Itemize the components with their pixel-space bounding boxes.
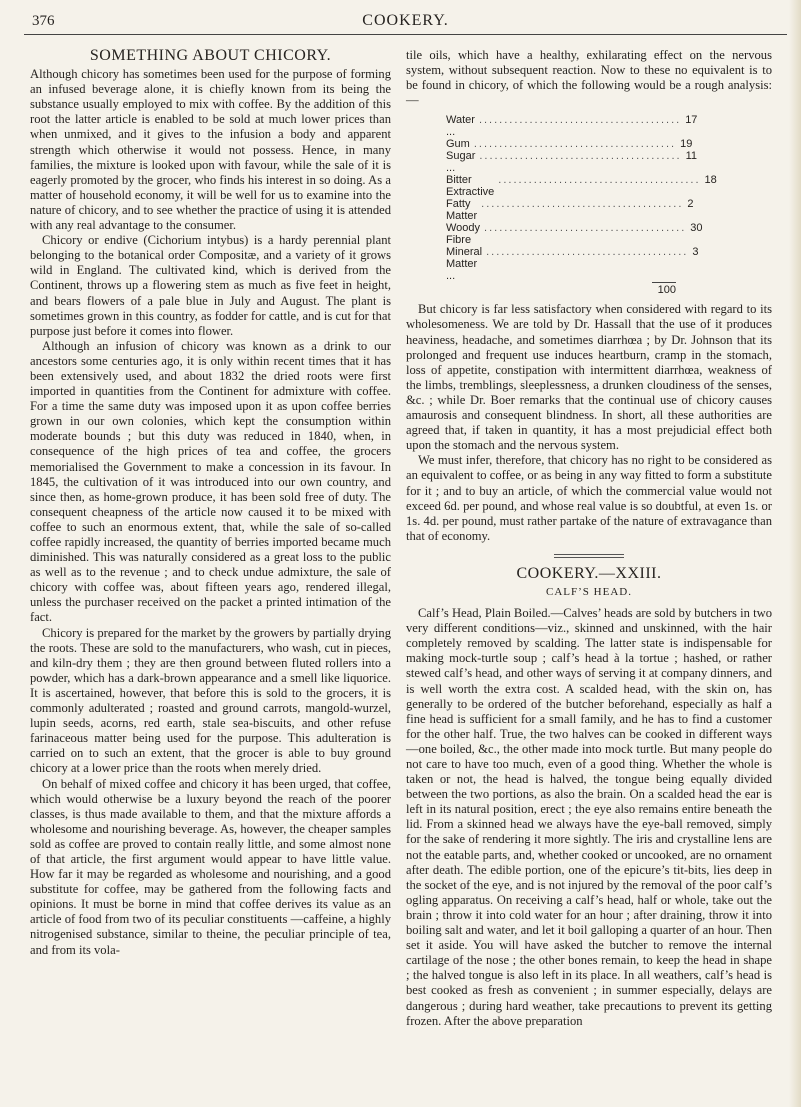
analysis-value: 18	[704, 174, 717, 187]
paragraph: Chicory or endive (Cichorium intybus) is a hardy perennial plant belonging to the botanical order Compositæ, and a variety of it grows wild in England. The cultivated kind, which is derived from the Continent, throws up a flowering stem as much as five feet in height, and bears flowers of a pale blue in July and August. The plant is sometimes grown in this country, as fodder for cattle, and is cut for that purpose just before it comes into flower.	[30, 233, 391, 338]
chicory-analysis-table	[446, 114, 717, 297]
analysis-row: Gum ........................................ 19	[446, 138, 693, 151]
paragraph: Chicory is prepared for the market by the growers by partially drying the roots. These are sold to the manufacturers, who wash, cut in pieces, and kiln-dry them ; they are then ground between fluted rollers into a powder, which has a dark-brown appearance and a smell like liquorice. It is ascertained, however, that before this is sold to the grocers, it is commonly adulterated ; roasted and ground carrots, mangold-wurzel, lupin seeds, acorns, red earth, stale sea-biscuits, and other refuse farinaceous matter being used for the purpose. This adulteration is carried on to such an extent, that the grocer is able to buy ground chicory at a lower price than the roots when merely dried.	[30, 625, 391, 776]
analysis-value: 19	[680, 138, 693, 151]
paragraph: Although chicory has sometimes been used for the purpose of forming an infused beverage alone, it is chiefly known from its being the substance usually employed to mix with coffee. By the addition of this root the latter article is enabled to be sold at much lower prices than when unmixed, and it gives to the infusion a body and apparent strength which otherwise it would not possess. Hence, in many families, the mixture is looked upon with favour, while the sale of it is eagerly promoted by the grocer, who finds his interest in so doing. As a matter of household economy, it will be well for us to examine into the nature of chicory, and to see whether the practice of using it is attended with any real advantage to the consumer.	[30, 67, 391, 233]
analysis-name: Bitter Extractive	[446, 174, 495, 199]
analysis-row: Woody Fibre ........................................ 30	[446, 222, 703, 247]
recipe-paragraph: Calf’s Head, Plain Boiled.—Calves’ heads are sold by butchers in two very different conditions—viz., skinned and unskinned, with the hair completely removed by scalding. The latter state is indispensable for making mock-turtle soup ; calf’s head à la tortue ; hashed, or rather stewed calf’s head, and other ways of serving it at company dinners, and is well worth the extra cost. A scalded head, with the skin on, has generally to be ordered of the butcher beforehand, especially as half a fine head is sufficient for a small family, and he has to find a customer for the other half. True, the two halves can be cooked in different ways—one boiled, &c., the other made into mock turtle. But many people do not care to have too much, even of a good thing. Whether the whole is taken or not, the head is halved, the tongue being equally divided between the two portions, as also the brain. On a scalded head the ear is left in its natural position, erect ; the eye also remains entire beneath the lid. From a skinned head we always have the eye-ball removed, simply for the sake of rendering it more sightly. The iris and crystalline lens are not the eatable parts, and, whether cooked or uncooked, are no ornament after death. The edible portion, one of the epicure’s tit-bits, lies deep in the socket of the eye, and is not injured by the removal of the poor calf’s ogling apparatus. On receiving a calf’s head, half or whole, take out the brain ; throw it into cold water for an hour ; after draining, throw it into boiling salt and water, and let it boil galloping a quarter of an hour. Then set it aside. You will have asked the butcher to remove the internal cartilage of the nose ; the other bones remain, to keep the head in shape ; the halved tongue is also left in its place. In all weathers, calf’s head is best cooked as fresh as convenient ; in summer especially, delays are dangerous ; during hard weather, take precautions to prevent its getting frozen. After the above preparation	[406, 606, 772, 1028]
paragraph: On behalf of mixed coffee and chicory it has been urged, that coffee, which would otherwise be a luxury beyond the reach of the poorer classes, is thus made available to them, and that the mixture affords a wholesome and nourishing beverage. As, however, the cheaper samples sold as coffee are proved to contain really little, and some almost none of that article, the first argument would appear to have little value. How far it may be regarded as wholesome and nourishing, and a good substitute for coffee, may be gathered from the following facts and opinions. It must be borne in mind that coffee derives its value as an article of food from two of its peculiar constituents —caffeine, a highly nitrogenised substance, similar to theine, the peculiar principle of tea, and from its vola-	[30, 776, 391, 957]
left-column	[30, 48, 391, 958]
right-column	[406, 48, 772, 1029]
article-title: SOMETHING ABOUT CHICORY.	[89, 47, 332, 64]
page-edge-shadow	[789, 0, 801, 1107]
analysis-name: Fatty Matter	[446, 198, 478, 223]
page-header	[24, 10, 787, 35]
paragraph: Although an infusion of chicory was known as a drink to our ancestors some centuries ago, it is only within recent times that it has been extensively used, and about 1832 the dried roots were first imported in quantities from the Continent for admixture with coffee. For a time the same duty was imposed upon it as upon coffee berries grown in our own colonies, which kept the consumption within moderate bounds ; but this duty was reduced in 1840, when, in consequence of the high prices of tea and coffee, the grocers memorialised the Government to make a concession in its favour. In 1845, the cultivation of it was introduced into our own country, and since then, as home-grown produce, it has been sold free of duty. The consequent cheapness of the article now caused it to be mixed with coffee to such an enormous extent, that, while the sale of so-called coffee rapidly increased, the quantity of berries imported became much diminished. This was naturally considered as a great loss to the public as well as to the revenue ; and to check undue admixture, the sale of chicory with coffee was, about fifteen years ago, rendered illegal, unless the purchaser received on the packet a printed intimation of the fact.	[30, 338, 391, 625]
page-number: 376	[32, 13, 55, 29]
analysis-name: Woody Fibre	[446, 222, 481, 247]
analysis-value: 11	[685, 150, 698, 163]
analysis-row: Mineral Matter ... ........................................ 3	[446, 246, 699, 283]
paragraph: But chicory is far less satisfactory when considered with regard to its wholesomeness. We are told by Dr. Hassall that the use of it produces heaviness, headache, and sometimes diarrhœa ; by Dr. Johnson that its prolonged and frequent use induces heartburn, cramp in the stomach, loss of appetite, constipation with intermittent diarrhœa, weakness of the limbs, tremblings, sleeplessness, a drunken cloudiness of the senses, &c. ; while Dr. Boer remarks that the continual use of chicory causes amaurosis and consequent blindness. In short, all these authorities are agreed that, if taken in quantity, it has a most prejudicial effect both upon the stomach and the nervous system.	[406, 302, 772, 453]
paragraph: We must infer, therefore, that chicory has no right to be considered as an equivalent to coffee, or as being in any way fitted to form a substitute for it ; and to buy an article, of which the commercial value would not exceed 6d. per pound, and whose real value is so doubtful, at even 1s. or 1s. 4d. per pound, must rather partake of the nature of extravagance than that of economy.	[406, 453, 772, 543]
analysis-name: Water ...	[446, 114, 475, 139]
analysis-value: 30	[690, 222, 703, 235]
analysis-total: 100	[652, 282, 676, 296]
paragraph: tile oils, which have a healthy, exhilarating effect on the nervous system, without subsequent reaction. Now to these no equivalent is to be found in chicory, of which the following would be a rough analysis:—	[406, 48, 772, 108]
analysis-name: Gum	[446, 138, 470, 151]
section-divider	[554, 554, 624, 558]
running-head: COOKERY.	[362, 12, 449, 29]
analysis-row: Sugar ... ........................................ 11	[446, 150, 698, 175]
analysis-value: 2	[687, 198, 694, 211]
section-title: COOKERY.—XXIII.	[516, 564, 662, 582]
analysis-value: 3	[692, 246, 699, 259]
analysis-row: Bitter Extractive ........................................ 18	[446, 174, 717, 199]
analysis-name: Sugar ...	[446, 150, 476, 175]
analysis-name: Mineral Matter ...	[446, 246, 483, 283]
analysis-value: 17	[685, 114, 698, 127]
analysis-row: Fatty Matter ........................................ 2	[446, 198, 694, 223]
analysis-row: Water ... ........................................ 17	[446, 114, 698, 139]
subsection-title: CALF’S HEAD.	[546, 585, 632, 598]
